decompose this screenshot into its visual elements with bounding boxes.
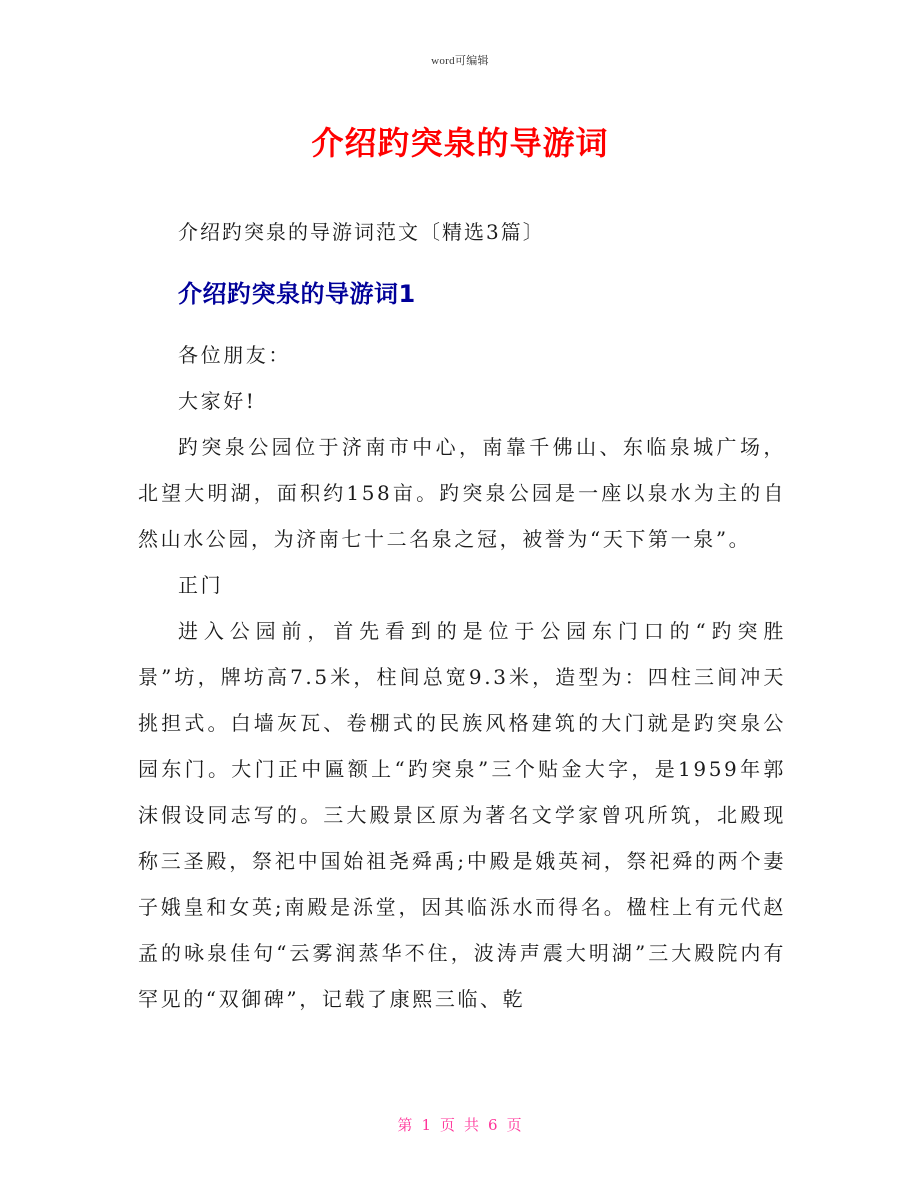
paragraph-main-gate: 进入公园前，首先看到的是位于公园东门口的“趵突胜景”坊，牌坊高7.5米，柱间总宽9.3米，造型为：四柱三间冲天挑担式。白墙灰瓦、卷棚式的民族风格建筑的大门就是趵突泉公园东门。大门正中匾额上“趵突泉”三个贴金大字，是1959年郭沫假设同志写的。三大殿景区原为著名文学家曾巩所筑，北殿现称三圣殿，祭祀中国始祖尧舜禹;中殿是娥英祠，祭祀舜的两个妻子娥皇和女英;南殿是泺堂，因其临泺水而得名。楹柱上有元代赵孟的咏泉佳句“云雾润蒸华不住，波涛声震大明湖”三大殿院内有罕见的“双御碑”，记载了康熙三临、乾	[138, 619, 786, 1011]
paragraph-greeting: 各位朋友：	[178, 343, 291, 367]
footer-total-prefix: 共	[464, 1116, 481, 1134]
footer-total-suffix: 页	[506, 1116, 523, 1134]
page-footer	[0, 1114, 920, 1135]
document-subtitle: 介绍趵突泉的导游词范文〔精选3篇〕	[178, 220, 545, 244]
section-heading: 介绍趵突泉的导游词1	[178, 280, 416, 308]
body-text	[138, 332, 786, 1022]
header-note: word可编辑	[431, 55, 489, 67]
paragraph-park-intro: 趵突泉公园位于济南市中心，南靠千佛山、东临泉城广场，北望大明湖，面积约158亩。趵突泉公园是一座以泉水为主的自然山水公园，为济南七十二名泉之冠，被誉为“天下第一泉”。	[138, 435, 786, 551]
footer-page-prefix: 第	[397, 1116, 414, 1134]
footer-page-word: 页	[439, 1116, 456, 1134]
document-title: 介绍趵突泉的导游词	[311, 124, 609, 162]
footer-current-page: 1	[421, 1116, 432, 1134]
footer-total-pages: 6	[488, 1116, 499, 1134]
paragraph-main-gate-label: 正门	[178, 573, 224, 597]
paragraph-hello: 大家好!	[178, 389, 257, 413]
